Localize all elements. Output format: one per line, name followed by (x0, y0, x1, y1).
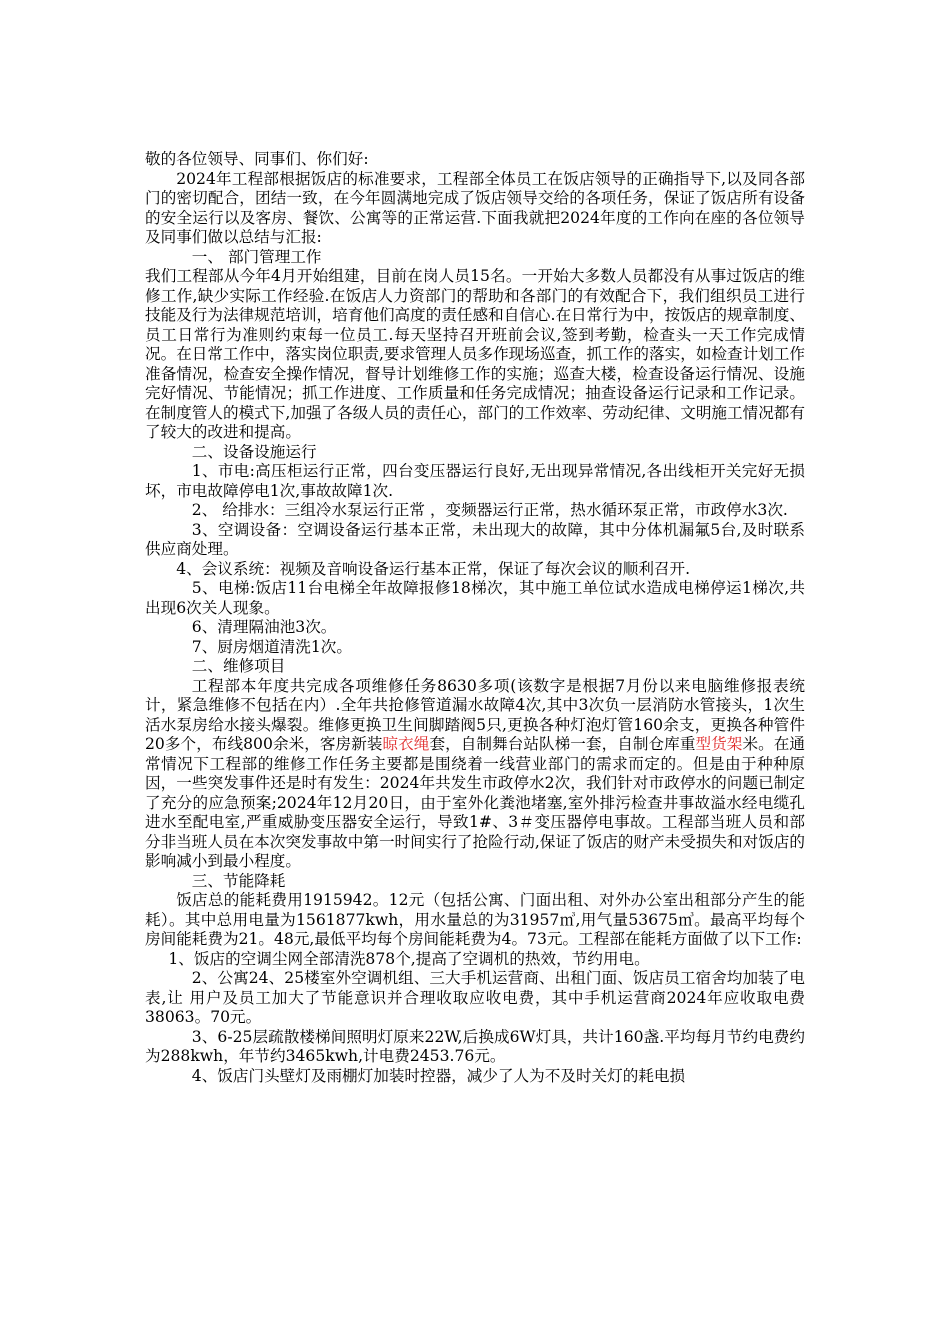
repair-paragraph (145, 677, 805, 872)
equipment-item-power: 1、市电:高压柜运行正常，四台变压器运行良好,无出现异常情况,各出线柜开关完好无损坏，市电故障停电1次,事故故障1次. (145, 462, 805, 500)
section-heading-repair: 二、维修项目 (191, 657, 286, 675)
energy-item-meters: 2、公寓24、25楼室外空调机组、三大手机运营商、出租门面、饭店员工宿舍均加装了电表,让 用户及员工加大了节能意识并合理收取应收电费，其中手机运营商2024年应收取电费38063。70元。 (145, 969, 805, 1026)
equipment-item-flue: 7、厨房烟道清洗1次。 (191, 637, 352, 656)
equipment-item-meeting: 4、会议系统：视频及音响设备运行基本正常，保证了每次会议的顺利召开. (176, 559, 691, 578)
repair-highlight-clothesline: 晾衣绳 (382, 735, 430, 753)
intro-paragraph: 2024年工程部根据饭店的标准要求，工程部全体员工在饭店领导的正确指导下,以及同各部门的密切配合，团结一致，在今年圆满地完成了饭店领导交给的各项任务，保证了饭店所有设备的安全运行以及客房、餐饮、公寓等的正常运营.下面我就把2024年度的工作向在座的各位领导及同事们做以总结与汇报: (145, 169, 805, 246)
repair-text-part2: 套，自制舞台站队梯一套，自制仓库重 (429, 735, 696, 753)
energy-item-filters: 1、饭店的空调尘网全部清洗878个,提高了空调机的热效，节约用电。 (168, 949, 650, 968)
document-page (145, 150, 805, 1086)
section-heading-energy: 三、节能降耗 (191, 871, 286, 890)
energy-paragraph: 饭店总的能耗费用1915942。12元（包括公寓、门面出租、对外办公室出租部分产生的能耗）。其中总用电量为1561877kwh，用水量总的为31957㎥,用气量53675㎥。最高平均每个房间能耗费为21。48元,最低平均每个房间能耗费为4。73元。工程部在能耗方面做了以下工作: (145, 891, 805, 948)
greeting: 敬的各位领导、同事们、你们好: (145, 150, 369, 168)
section-heading-equipment: 二、设备设施运行 (191, 442, 317, 461)
energy-item-stair-lights: 3、6-25层疏散楼梯间照明灯原来22W,后换成6W灯具，共计160盏.平均每月节约电费约为288kwh，年节约3465kwh,计电费2453.76元。 (145, 1027, 805, 1065)
equipment-item-grease-trap: 6、清理隔油池3次。 (191, 618, 337, 636)
repair-highlight-shelf: 型货架 (695, 735, 743, 753)
management-paragraph: 我们工程部从今年4月开始组建，目前在岗人员15名。一开始大多数人员都没有从事过饭店的维修工作,缺少实际工作经验.在饭店人力资部门的帮助和各部门的有效配合下，我们组织员工进行技能及行为法律规范培训，培育他们高度的责任感和自信心.在日常行为中，按饭店的规章制度、员工日常行为准则约束每一位员工.每天坚持召开班前会议,签到考勤，检查头一天工作完成情况。在日常工作中，落实岗位职责,要求管理人员多作现场巡查，抓工作的落实，如检查计划工作准备情况，检查安全操作情况，督导计划维修工作的实施；巡查大楼，检查设备运行情况、设施完好情况、节能情况；抓工作进度、工作质量和任务完成情况；抽查设备运行记录和工作记录。在制度管人的模式下,加强了各级人员的责任心，部门的工作效率、劳动纪律、文明施工情况都有了较大的改进和提高。 (145, 267, 805, 441)
equipment-item-elevator: 5、电梯:饭店11台电梯全年故障报修18梯次，其中施工单位试水造成电梯停运1梯次,共出现6次关人现象。 (145, 579, 805, 617)
section-heading-management: 一、 部门管理工作 (191, 247, 322, 266)
repair-text-part3: 米。在通常情况下工程部的维修工作任务主要都是围绕着一线营业部门的需求而定的。但是由于种种原因，一些突发事件还是时有发生：2024年共发生市政停水2次，我们针对市政停水的问题已制定了充分的应急预案;2024年12月20日，由于室外化粪池堵塞,室外排污检查井事故溢水经电缆孔进水至配电室,严重威胁变压器安全运行，导致1#、3＃变压器停电事故。工程部当班人员和部分非当班人员在本次突发事故中第一时间实行了抢险行动,保证了饭店的财产未受损失和对饭店的影响减小到最小程度。 (145, 735, 805, 870)
energy-item-timers: 4、饭店门头壁灯及雨棚灯加装时控器，减少了人为不及时关灯的耗电损 (191, 1066, 686, 1085)
repair-text-part1: 工程部本年度共完成各项维修任务8630多项(该数字是根据7月份以来电脑维修报表统计，紧急维修不包括在内）.全年共抢修管道漏水故障4次,其中3次负一层消防水管接头，1次生活水泵房给水接头爆裂。维修更换卫生间脚踏阀5只,更换各种灯泡灯管160余支，更换各种管件20多个，布线800余米，客房新装 (145, 676, 805, 753)
equipment-item-water: 2、 给排水：三组冷水泵运行正常 ，变频器运行正常，热水循环泵正常，市政停水3次. (191, 501, 788, 519)
equipment-item-aircon: 3、空调设备：空调设备运行基本正常，未出现大的故障，其中分体机漏氟5台,及时联系供应商处理。 (145, 520, 805, 558)
